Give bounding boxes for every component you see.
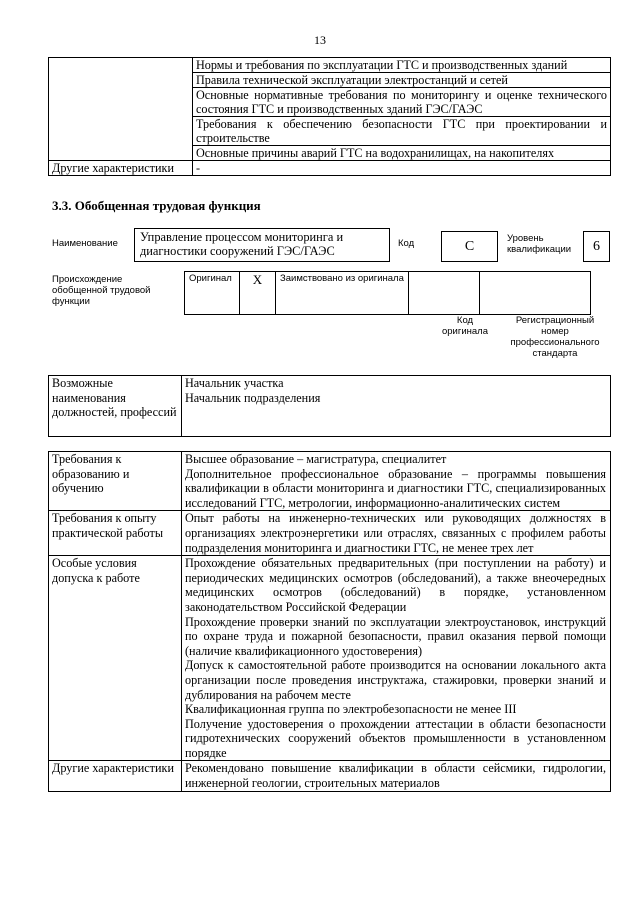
- name-label: Наименование: [52, 238, 118, 249]
- reg-number-caption: Регистрационный номер профессионального стандарта: [510, 315, 600, 359]
- other-item: Рекомендовано повышение квалификации в области сейсмики, гидрологии, инженерной геологии, строительных материалов: [182, 761, 611, 791]
- positions-values: [182, 376, 611, 437]
- function-name-field: Управление процессом мониторинга и диагностики сооружений ГЭС/ГАЭС: [134, 228, 390, 262]
- knowledge-item: Нормы и требования по эксплуатации ГТС и производственных зданий: [193, 58, 611, 73]
- condition-item: Допуск к самостоятельной работе производится на основании локального акта организации после проведения инструктажа, стажировки, проверки знаний и дублирования на рабочем месте: [185, 658, 606, 702]
- education-values: [182, 452, 611, 511]
- origin-table: [184, 271, 591, 315]
- experience-item: Опыт работы на инженерно-технических или руководящих должностях в организациях электроэнергетики или отраслях, связанных с профилем работы подразделения мониторинга и диагностики ГТС, не менее трех лет: [182, 511, 611, 556]
- education-label: Требования к образованию и обучению: [49, 452, 182, 511]
- original-mark: X: [240, 272, 276, 315]
- condition-item: Квалификационная группа по электробезопасности не менее III: [185, 702, 517, 717]
- original-label: Оригинал: [185, 272, 240, 315]
- conditions-label: Особые условия допуска к работе: [49, 556, 182, 761]
- level-field: 6: [583, 231, 610, 262]
- positions-label: Возможные наименования должностей, профессий: [49, 376, 182, 437]
- reg-number-cell: [480, 272, 591, 315]
- origin-code-cell: [409, 272, 480, 315]
- section-title: 3.3. Обобщенная трудовая функция: [52, 198, 261, 213]
- code-field: C: [441, 231, 498, 262]
- condition-item: Получение удостоверения о прохождении аттестации в области безопасности гидротехнических сооружений объектов промышленности в установленном порядке: [185, 716, 606, 760]
- origin-label: Происхождение обобщенной трудовой функции: [52, 274, 151, 307]
- education-item: Высшее образование – магистратура, специалитет: [185, 452, 447, 466]
- position-item: Начальник участка: [185, 376, 284, 390]
- other-label: Другие характеристики: [49, 761, 182, 791]
- condition-item: Прохождение проверки знаний по эксплуатации электроустановок, инструкций по охране труда и пожарной безопасности, правил оказания первой помощи (наличие квалификационного удостоверения): [185, 614, 606, 658]
- level-label: Уровень квалификации: [507, 233, 572, 255]
- page-number: 13: [314, 33, 326, 47]
- other-characteristics-value: -: [193, 161, 611, 176]
- empty-label-cell: [49, 58, 193, 161]
- education-item: Дополнительное профессиональное образование – программы повышения квалификации в области мониторинга и диагностики ГТС, специализированных исследований ГТС, метрологии, информационно-аналитических систем: [185, 466, 606, 510]
- borrowed-label: Заимствовано из оригинала: [276, 272, 409, 315]
- knowledge-table: [48, 57, 611, 176]
- code-original-caption: Код оригинала: [441, 315, 488, 337]
- position-item: Начальник подразделения: [185, 390, 321, 405]
- knowledge-item: Правила технической эксплуатации электростанций и сетей: [193, 73, 611, 88]
- requirements-table: [48, 451, 611, 792]
- knowledge-item: Основные причины аварий ГТС на водохранилищах, на накопителях: [193, 146, 611, 161]
- condition-item: Прохождение обязательных предварительных (при поступлении на работу) и периодических медицинских осмотров (обследований), а также внеочередных медицинских осмотров (обследований) в порядке, установленном законодательством Российской Федерации: [185, 556, 606, 614]
- knowledge-item: Основные нормативные требования по мониторингу и оценке технического состояния ГТС и производственных зданий ГЭС/ГАЭС: [193, 88, 611, 117]
- code-label: Код: [398, 238, 415, 249]
- knowledge-item: Требования к обеспечению безопасности ГТС при проектировании и строительстве: [193, 117, 611, 146]
- conditions-values: [182, 556, 611, 761]
- positions-table: [48, 375, 611, 437]
- experience-label: Требования к опыту практической работы: [49, 511, 182, 556]
- other-characteristics-label: Другие характеристики: [49, 161, 193, 176]
